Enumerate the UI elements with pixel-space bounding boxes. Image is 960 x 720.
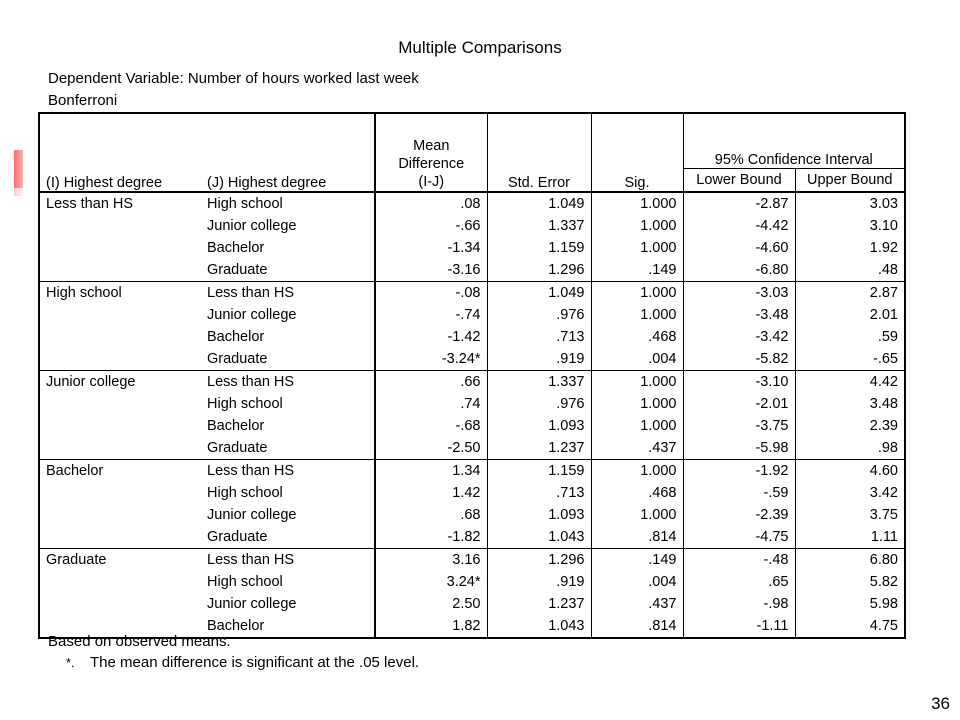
page-number: 36: [931, 694, 950, 713]
table-row: [39, 549, 905, 572]
cell-mean-difference: 1.34: [375, 460, 487, 483]
cell-std-error: 1.043: [487, 615, 591, 638]
cell-lower-bound: -4.42: [683, 215, 795, 237]
cell-i-degree: [39, 215, 201, 237]
cell-std-error: 1.296: [487, 259, 591, 282]
table-row: [39, 237, 905, 259]
cell-lower-bound: -3.42: [683, 326, 795, 348]
cell-j-degree: High school: [207, 196, 283, 212]
cell-j-degree: Bachelor: [207, 618, 265, 634]
cell-sig: 1.000: [591, 215, 683, 237]
cell-j-degree: Less than HS: [201, 460, 375, 483]
cell-upper-bound: 2.39: [795, 415, 905, 437]
cell-i-degree: [39, 393, 201, 415]
table-row: [39, 259, 905, 282]
cell-sig: .468: [591, 326, 683, 348]
cell-lower-bound: -4.60: [683, 237, 795, 259]
cell-upper-bound: 3.42: [795, 482, 905, 504]
cell-sig: 1.000: [591, 460, 683, 483]
cell-std-error: 1.296: [487, 549, 591, 572]
cell-i-degree: Graduate: [39, 549, 201, 572]
cell-lower-bound: -1.11: [683, 615, 795, 638]
table-row: [39, 593, 905, 615]
cell-sig: .814: [591, 526, 683, 549]
cell-i-degree: [39, 415, 201, 437]
cell-upper-bound: 4.75: [795, 615, 905, 638]
cell-std-error: .976: [487, 393, 591, 415]
cell-i-degree: Junior college: [39, 371, 201, 394]
table-row: [39, 437, 905, 460]
cell-sig: 1.000: [591, 282, 683, 305]
cell-sig: 1.000: [591, 504, 683, 526]
cell-mean-difference: .68: [375, 504, 487, 526]
table-row: [39, 415, 905, 437]
header-mean-line3: (I-J): [418, 174, 445, 190]
cell-lower-bound: .65: [683, 571, 795, 593]
cell-mean-difference: .08: [375, 192, 487, 215]
cell-std-error: .713: [487, 482, 591, 504]
header-lower-bound: Lower Bound: [683, 169, 795, 193]
cell-std-error: 1.337: [487, 215, 591, 237]
cell-lower-bound: -2.01: [683, 393, 795, 415]
cell-upper-bound: .98: [795, 437, 905, 460]
cell-i-degree: [39, 571, 201, 593]
cell-i-degree: [39, 237, 201, 259]
cell-i-degree: High school: [39, 282, 201, 305]
cell-sig: .004: [591, 348, 683, 371]
cell-sig: .149: [591, 259, 683, 282]
cell-mean-difference: -2.50: [375, 437, 487, 460]
cell-j-degree: Graduate: [207, 529, 268, 545]
cell-mean-difference: 1.42: [375, 482, 487, 504]
cell-lower-bound: -.98: [683, 593, 795, 615]
footnote-mark: *.: [66, 655, 75, 670]
cell-mean-difference: -1.82: [375, 526, 487, 549]
cell-mean-difference: .74: [375, 393, 487, 415]
cell-sig: .814: [591, 615, 683, 638]
cell-mean-difference: -3.16: [375, 259, 487, 282]
cell-j-degree: Graduate: [207, 440, 268, 456]
cell-j-degree: Junior college: [207, 307, 297, 323]
header-confidence-interval: 95% Confidence Interval: [683, 113, 905, 169]
header-mean-line1: Mean: [413, 138, 450, 154]
header-j-degree: (J) Highest degree: [201, 113, 375, 192]
cell-upper-bound: 4.60: [795, 460, 905, 483]
table-body: [39, 192, 905, 638]
table-title: Multiple Comparisons: [398, 38, 562, 57]
cell-std-error: 1.093: [487, 504, 591, 526]
header-mean-line2: Difference: [398, 156, 465, 172]
cell-upper-bound: 1.92: [795, 237, 905, 259]
cell-sig: 1.000: [591, 304, 683, 326]
cell-lower-bound: -3.10: [683, 371, 795, 394]
cell-upper-bound: 3.48: [795, 393, 905, 415]
cell-i-degree: [39, 437, 201, 460]
table-row: [39, 348, 905, 371]
cell-std-error: 1.043: [487, 526, 591, 549]
header-mean-difference: [375, 113, 487, 192]
cell-mean-difference: 3.16: [375, 549, 487, 572]
cell-std-error: 1.093: [487, 415, 591, 437]
cell-i-degree: [39, 526, 201, 549]
cell-j-degree: Bachelor: [207, 240, 265, 256]
table-row: [39, 215, 905, 237]
cell-j-degree: Less than HS: [201, 549, 375, 572]
cell-mean-difference: -.66: [375, 215, 487, 237]
cell-std-error: .976: [487, 304, 591, 326]
table-row: [39, 282, 905, 305]
cell-mean-difference: 2.50: [375, 593, 487, 615]
header-upper-bound: Upper Bound: [795, 169, 905, 193]
cell-lower-bound: -2.39: [683, 504, 795, 526]
cell-upper-bound: 5.82: [795, 571, 905, 593]
cell-upper-bound: 2.01: [795, 304, 905, 326]
cell-upper-bound: 2.87: [795, 282, 905, 305]
header-std-error: Std. Error: [487, 113, 591, 192]
cell-j-degree: High school: [207, 485, 283, 501]
cell-std-error: .919: [487, 571, 591, 593]
table-row: [39, 192, 905, 215]
cell-upper-bound: 3.10: [795, 215, 905, 237]
cell-sig: .437: [591, 593, 683, 615]
cell-mean-difference: 1.82: [375, 615, 487, 638]
dependent-variable-label: Dependent Variable: Number of hours worked last week: [48, 70, 419, 87]
cell-sig: 1.000: [591, 192, 683, 215]
cell-std-error: 1.049: [487, 192, 591, 215]
footnote-significance-text: The mean difference is significant at the .05 level.: [90, 654, 420, 671]
cell-upper-bound: 4.42: [795, 371, 905, 394]
cell-i-degree: Bachelor: [39, 460, 201, 483]
cell-sig: .149: [591, 549, 683, 572]
cell-sig: 1.000: [591, 393, 683, 415]
cell-lower-bound: -.48: [683, 549, 795, 572]
cell-sig: .437: [591, 437, 683, 460]
cell-upper-bound: 5.98: [795, 593, 905, 615]
cell-i-degree: [39, 304, 201, 326]
cell-lower-bound: -3.48: [683, 304, 795, 326]
cell-lower-bound: -6.80: [683, 259, 795, 282]
cell-upper-bound: 6.80: [795, 549, 905, 572]
cell-mean-difference: .66: [375, 371, 487, 394]
cell-std-error: 1.049: [487, 282, 591, 305]
slide-accent-bar-fade: [14, 188, 23, 196]
cell-mean-difference: -.68: [375, 415, 487, 437]
cell-std-error: 1.337: [487, 371, 591, 394]
cell-mean-difference: -.74: [375, 304, 487, 326]
cell-sig: .004: [591, 571, 683, 593]
cell-std-error: 1.237: [487, 593, 591, 615]
table-row: [39, 371, 905, 394]
table-row: [39, 526, 905, 549]
cell-std-error: .919: [487, 348, 591, 371]
cell-lower-bound: -2.87: [683, 192, 795, 215]
cell-sig: 1.000: [591, 371, 683, 394]
cell-j-degree: Junior college: [207, 507, 297, 523]
table-row: [39, 393, 905, 415]
table-row: [39, 504, 905, 526]
cell-lower-bound: -3.03: [683, 282, 795, 305]
cell-j-degree: Junior college: [207, 596, 297, 612]
cell-lower-bound: -5.98: [683, 437, 795, 460]
cell-upper-bound: .59: [795, 326, 905, 348]
cell-j-degree: Less than HS: [201, 371, 375, 394]
method-label: Bonferroni: [48, 92, 118, 109]
footnote-observed-means: Based on observed means.: [48, 633, 231, 650]
table-row: [39, 326, 905, 348]
table-row: [39, 304, 905, 326]
cell-lower-bound: -1.92: [683, 460, 795, 483]
cell-upper-bound: .48: [795, 259, 905, 282]
cell-lower-bound: -4.75: [683, 526, 795, 549]
cell-std-error: 1.159: [487, 460, 591, 483]
cell-i-degree: Less than HS: [46, 196, 134, 212]
cell-j-degree: High school: [207, 396, 283, 412]
header-i-degree: (I) Highest degree: [39, 113, 201, 192]
header-sig: Sig.: [591, 113, 683, 192]
table-row: [39, 482, 905, 504]
cell-j-degree: Graduate: [207, 262, 268, 278]
cell-j-degree: Junior college: [207, 218, 297, 234]
cell-lower-bound: -5.82: [683, 348, 795, 371]
cell-i-degree: [39, 593, 201, 615]
slide-accent-bar: [14, 150, 23, 188]
cell-upper-bound: -.65: [795, 348, 905, 371]
cell-sig: 1.000: [591, 415, 683, 437]
cell-upper-bound: 3.75: [795, 504, 905, 526]
cell-j-degree: Bachelor: [207, 418, 265, 434]
cell-std-error: .713: [487, 326, 591, 348]
cell-std-error: 1.237: [487, 437, 591, 460]
cell-lower-bound: -.59: [683, 482, 795, 504]
cell-sig: .468: [591, 482, 683, 504]
cell-i-degree: [39, 504, 201, 526]
footnote-significance: [66, 654, 419, 671]
table-row: [39, 571, 905, 593]
cell-j-degree: Graduate: [207, 351, 268, 367]
cell-i-degree: [39, 482, 201, 504]
cell-sig: 1.000: [591, 237, 683, 259]
cell-lower-bound: -3.75: [683, 415, 795, 437]
multiple-comparisons-table: [38, 112, 906, 639]
cell-std-error: 1.159: [487, 237, 591, 259]
cell-i-degree: [39, 348, 201, 371]
table-row: [39, 460, 905, 483]
cell-mean-difference: -3.24*: [375, 348, 487, 371]
cell-upper-bound: 3.03: [795, 192, 905, 215]
cell-mean-difference: -.08: [375, 282, 487, 305]
cell-mean-difference: -1.34: [375, 237, 487, 259]
cell-mean-difference: 3.24*: [375, 571, 487, 593]
cell-j-degree: High school: [207, 574, 283, 590]
cell-i-degree: [39, 326, 201, 348]
cell-j-degree: Bachelor: [207, 329, 265, 345]
cell-upper-bound: 1.11: [795, 526, 905, 549]
cell-j-degree: Less than HS: [201, 282, 375, 305]
cell-mean-difference: -1.42: [375, 326, 487, 348]
cell-i-degree: [39, 259, 201, 282]
